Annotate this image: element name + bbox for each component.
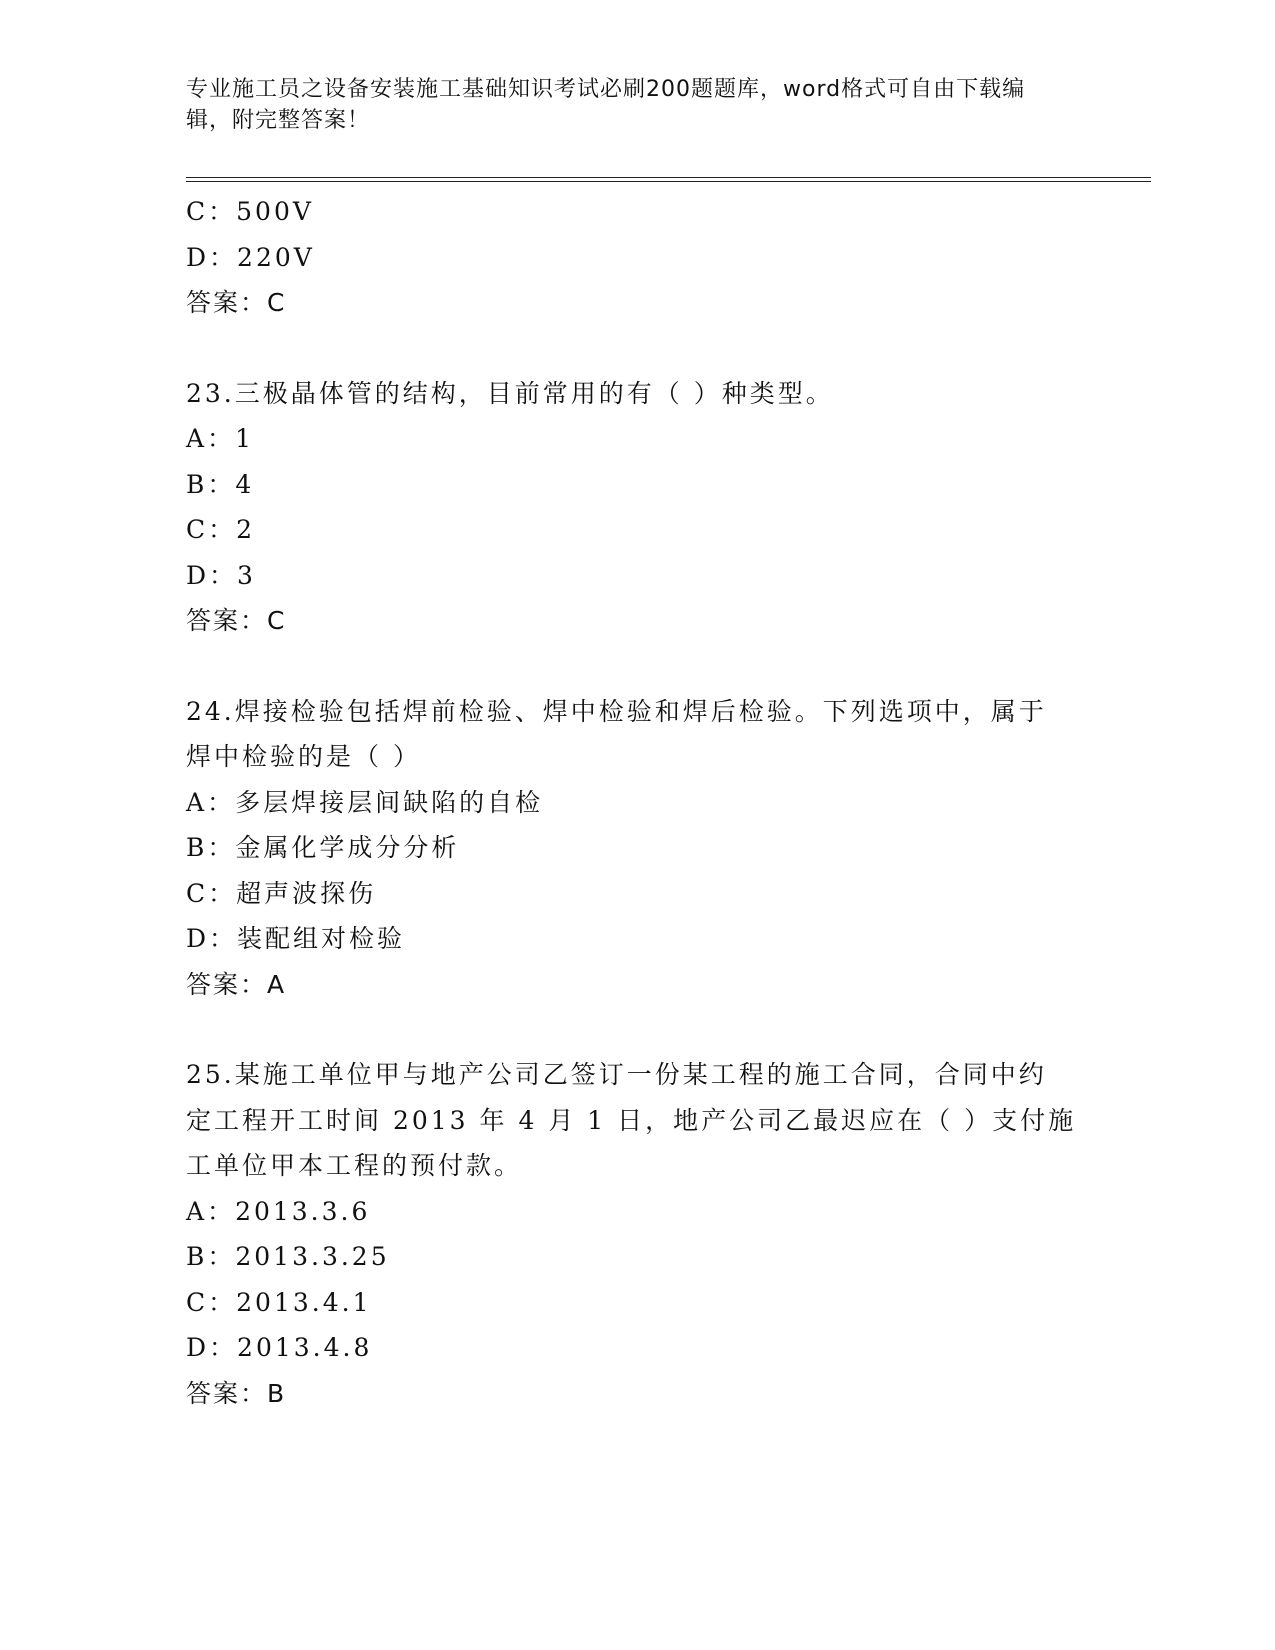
header-rule-top [186, 177, 1151, 178]
question-25 [186, 1052, 1086, 1416]
question-stem-line-3: 工单位甲本工程的预付款。 [186, 1151, 523, 1180]
option-b: B：2013.3.25 [186, 1242, 390, 1271]
option-a: A：多层焊接层间缺陷的自检 [186, 787, 544, 817]
answer-line: 答案：C [186, 606, 287, 635]
document-header: 专业施工员之设备安装施工基础知识考试必刷200题题库，word格式可自由下载编辑，附完整答案！ [186, 77, 1026, 133]
question-stem: 23.三极晶体管的结构，目前常用的有（ ）种类型。 [186, 378, 834, 408]
question-list [186, 189, 1086, 1416]
option-c: C：2 [186, 515, 256, 544]
option-c: C：超声波探伤 [186, 878, 377, 908]
option-d: D：3 [186, 560, 256, 590]
answer-line: 答案：A [186, 969, 287, 999]
question-stem-line-2: 定工程开工时间 2013 年 4 月 1 日，地产公司乙最迟应在（ ）支付施 [186, 1105, 1077, 1135]
option-c: C：2013.4.1 [186, 1287, 372, 1317]
option-d: D：220V [186, 242, 315, 272]
option-b: B：金属化学成分分析 [186, 833, 460, 862]
option-d: D：2013.4.8 [186, 1333, 373, 1362]
answer-line: 答案：C [186, 288, 287, 317]
option-c: C：500V [186, 197, 314, 226]
option-b: B：4 [186, 469, 255, 499]
question-stem-line-1: 24.焊接检验包括焊前检验、焊中检验和焊后检验。下列选项中，属于 [186, 696, 1047, 726]
option-d: D：装配组对检验 [186, 924, 406, 953]
header-rule-bottom [186, 181, 1151, 182]
question-continuation [186, 189, 1086, 326]
question-24 [186, 689, 1086, 1008]
answer-line: 答案：B [186, 1378, 287, 1408]
option-a: A：1 [186, 424, 254, 453]
question-stem-line-2: 焊中检验的是（ ） [186, 742, 421, 771]
question-23 [186, 371, 1086, 644]
option-a: A：2013.3.6 [186, 1196, 371, 1226]
question-stem-line-1: 25.某施工单位甲与地产公司乙签订一份某工程的施工合同，合同中约 [186, 1060, 1047, 1089]
